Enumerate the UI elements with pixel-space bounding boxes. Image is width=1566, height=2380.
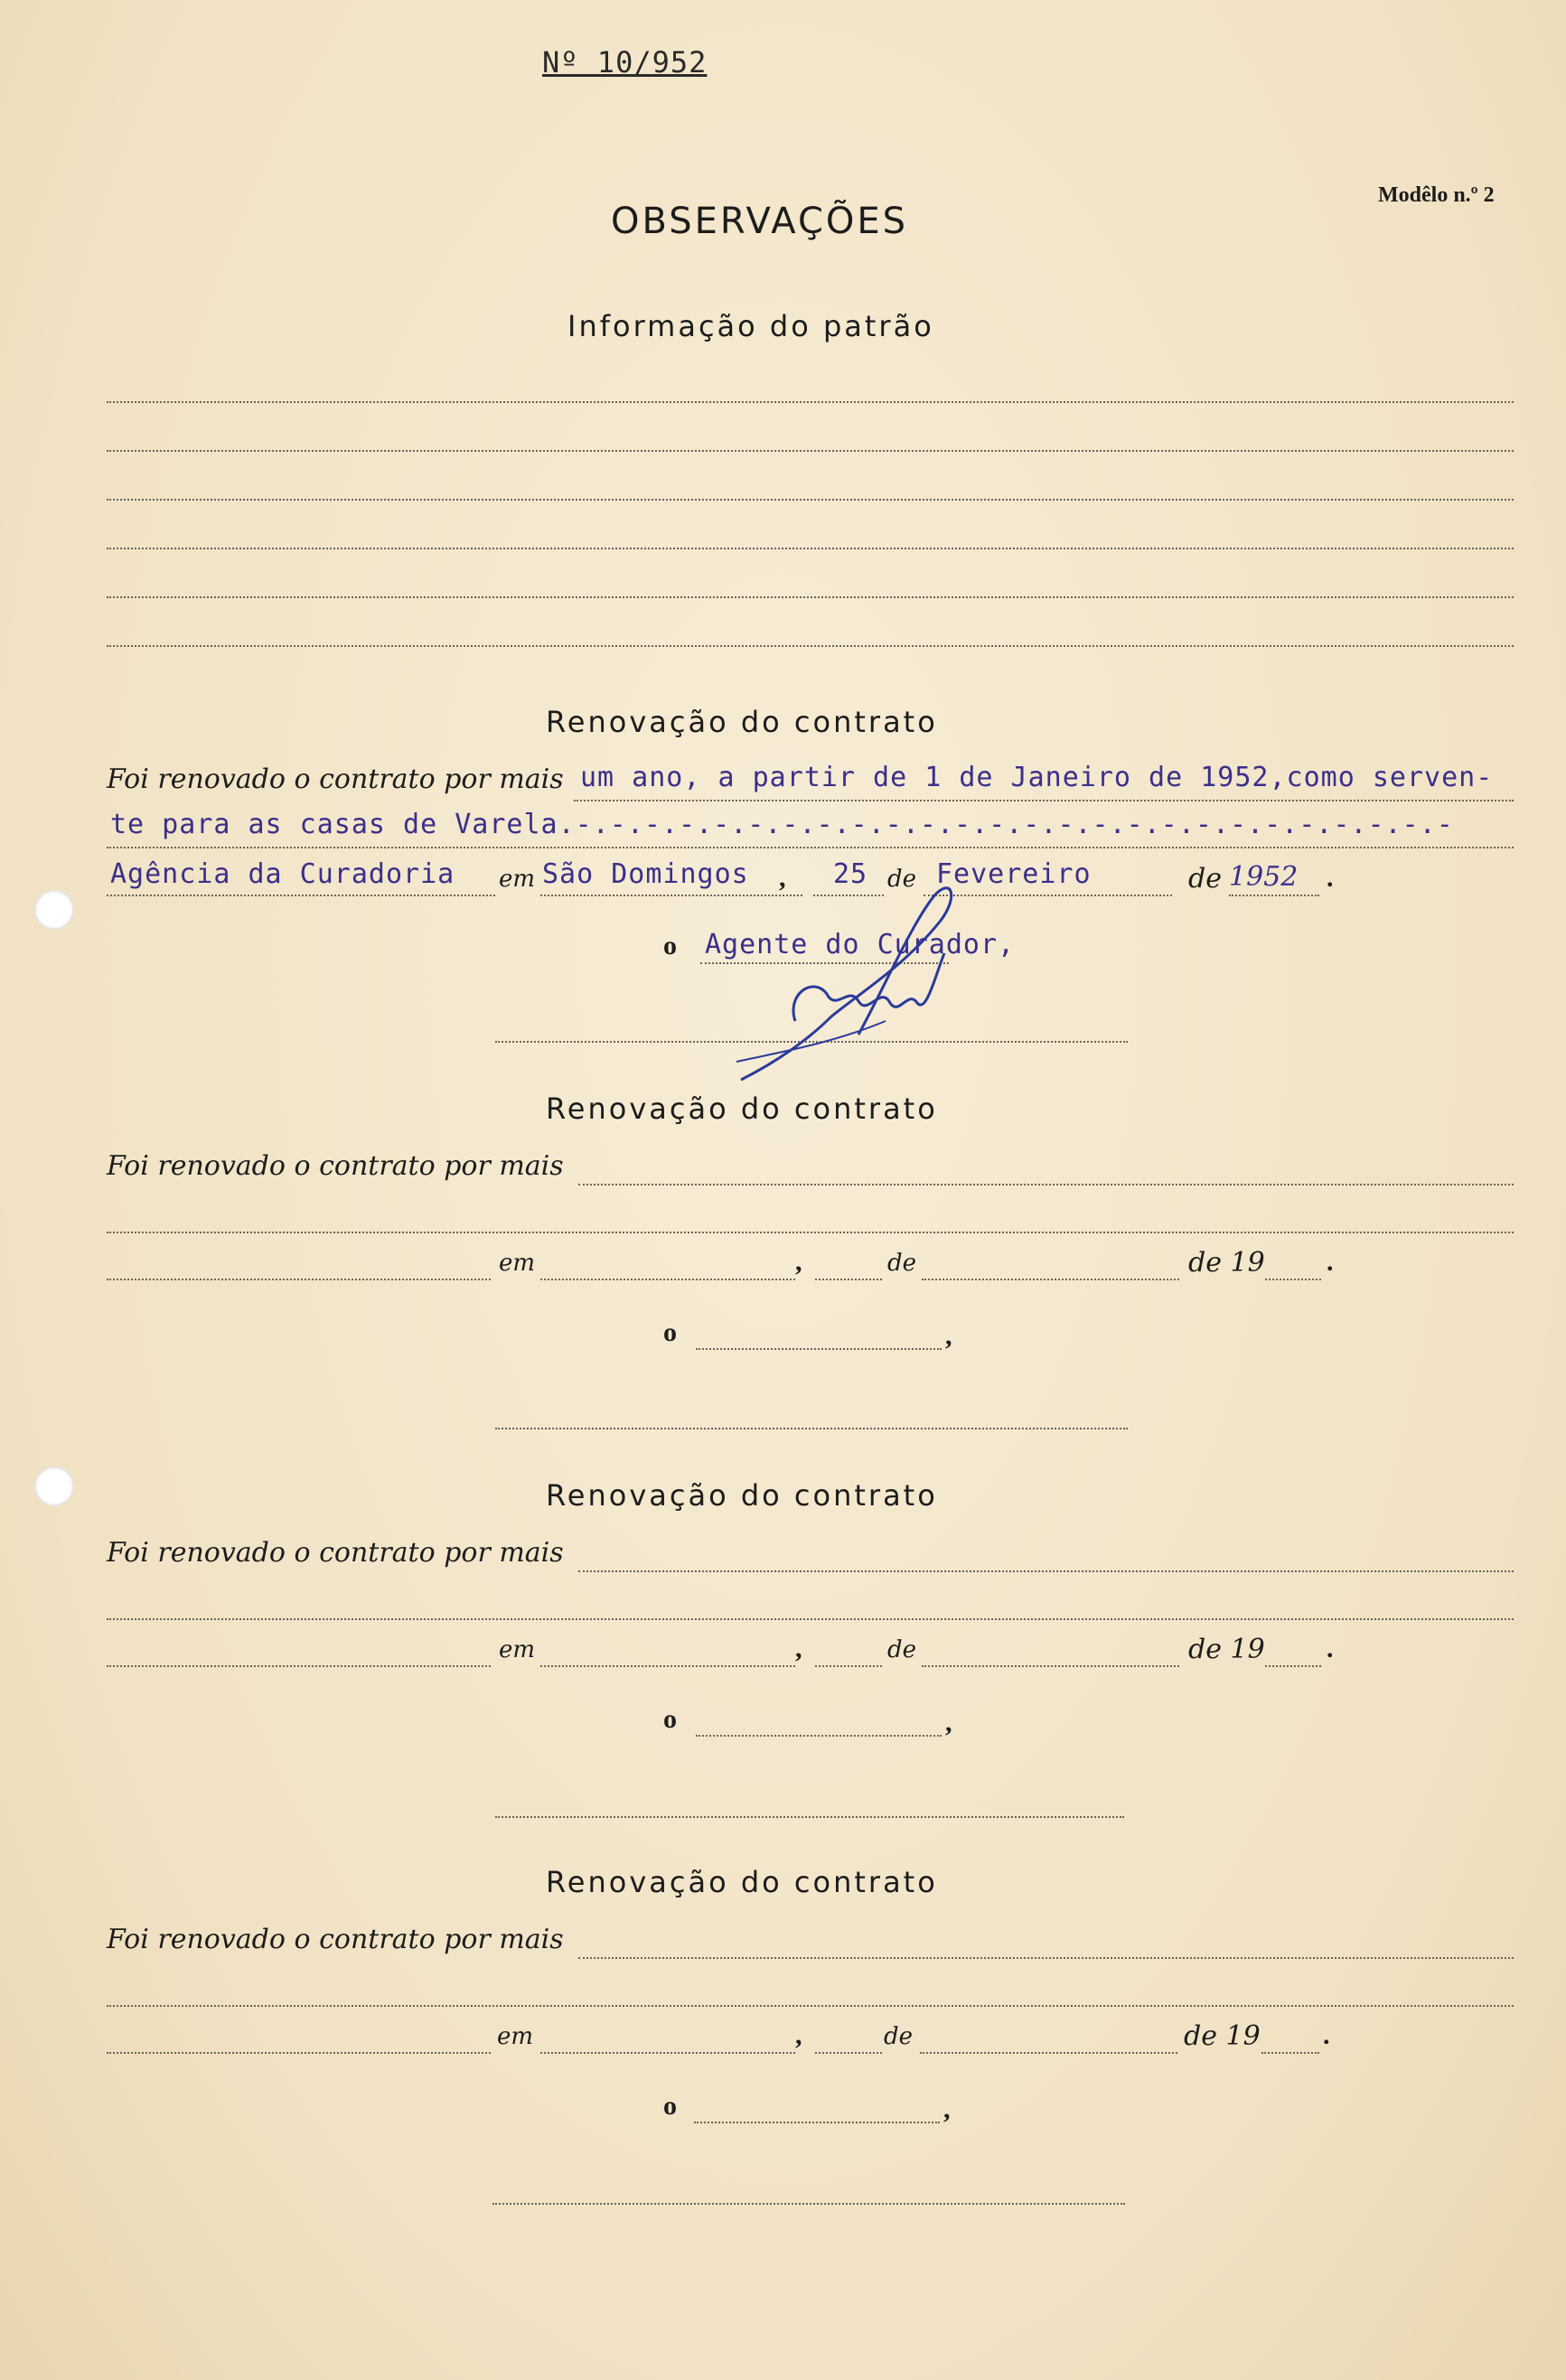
label-em: em: [499, 1250, 536, 1277]
signatory-line: [696, 1348, 942, 1350]
comma: ,: [779, 863, 786, 893]
label-em: em: [499, 1636, 536, 1663]
employer-info-line-4: [107, 548, 1514, 549]
label-de: de: [887, 1250, 917, 1277]
label-de: de: [884, 2023, 914, 2050]
employer-info-heading: Informação do patrão: [567, 309, 934, 343]
label-de: de: [887, 1636, 917, 1663]
place-line: [107, 1665, 491, 1667]
renewal-year: 1952: [1229, 861, 1299, 893]
label-de-year: de 19: [1184, 2020, 1261, 2052]
city-line: [540, 2052, 795, 2054]
model-label: Modêlo n.º 2: [1378, 183, 1495, 207]
document-number: Nº 10/952: [542, 45, 708, 80]
page-title: OBSERVAÇÕES: [611, 201, 909, 242]
renewal-line: [578, 1184, 1514, 1185]
renewal-typed-line-2: te para as casas de Varela.-.-.-.-.-.-.-.-.-.-.-.-.-.-.-.-.-.-.-.-.-.-.-.-.-.-: [110, 809, 1454, 840]
comma: ,: [795, 1247, 802, 1277]
label-de: de: [887, 866, 917, 893]
renewal-heading: Renovação do contrato: [546, 705, 938, 739]
renewal-prefix: Foi renovado o contrato por mais: [107, 1537, 564, 1569]
label-year-prefix: de: [1188, 863, 1222, 895]
day-line: [815, 1279, 882, 1280]
city-line: [540, 1279, 795, 1280]
signatory-line: [694, 2122, 940, 2123]
renewal-heading: Renovação do contrato: [546, 1865, 938, 1899]
city-line: [540, 1665, 795, 1667]
label-de-year: de 19: [1188, 1634, 1265, 1665]
signature-line: [495, 1816, 1124, 1818]
punch-hole-bottom: [34, 1466, 74, 1506]
renewal-line: [107, 1232, 1514, 1233]
employer-info-line-3: [107, 499, 1514, 501]
year-line: [1265, 1665, 1321, 1667]
year-line: [1265, 1279, 1321, 1280]
renewal-heading: Renovação do contrato: [546, 1092, 938, 1126]
month-line: [922, 1665, 1179, 1667]
label-em: em: [497, 2023, 534, 2050]
period: .: [1327, 1634, 1334, 1663]
renewal-typed-line-1: um ano, a partir de 1 de Janeiro de 1952,como serven-: [580, 762, 1494, 793]
month-line: [920, 2052, 1177, 2054]
renewal-place: Agência da Curadoria: [110, 858, 455, 890]
renewal-line: [107, 847, 1514, 848]
place-line: [107, 895, 495, 896]
renewal-line: [578, 1570, 1514, 1572]
renewal-prefix: Foi renovado o contrato por mais: [107, 1924, 564, 1955]
comma: ,: [943, 2094, 951, 2124]
renewal-line: [574, 800, 1514, 801]
period: .: [1327, 1247, 1334, 1277]
renewal-signatory: Agente do Curador,: [705, 929, 1016, 960]
renewal-line: [107, 2005, 1514, 2007]
comma: ,: [795, 2020, 802, 2050]
comma: ,: [945, 1321, 952, 1351]
label-o: o: [663, 1317, 677, 1347]
label-o: o: [663, 2091, 677, 2121]
place-line: [107, 2052, 491, 2054]
comma: ,: [945, 1708, 952, 1738]
label-o: o: [663, 931, 677, 960]
renewal-line: [107, 1618, 1514, 1620]
signature: [723, 867, 985, 1102]
renewal-prefix: Foi renovado o contrato por mais: [107, 1150, 564, 1182]
renewal-prefix: Foi renovado o contrato por mais: [107, 764, 564, 795]
renewal-day: 25: [833, 858, 868, 890]
punch-hole-top: [34, 890, 74, 930]
label-em: em: [499, 866, 536, 893]
employer-info-line-5: [107, 596, 1514, 598]
renewal-city: São Domingos: [542, 858, 749, 890]
year-line: [1261, 2052, 1319, 2054]
signature-line: [495, 1428, 1128, 1429]
renewal-heading: Renovação do contrato: [546, 1478, 938, 1513]
place-line: [107, 1279, 491, 1280]
label-o: o: [663, 1704, 677, 1734]
day-line: [815, 1665, 882, 1667]
signature-line: [492, 2203, 1125, 2205]
employer-info-line-1: [107, 401, 1514, 403]
day-line: [815, 2052, 882, 2054]
renewal-month: Fevereiro: [936, 858, 1092, 890]
period: .: [1327, 863, 1334, 893]
period: .: [1323, 2020, 1330, 2050]
year-line: [1229, 895, 1319, 896]
employer-info-line-6: [107, 645, 1514, 647]
label-de-year: de 19: [1188, 1247, 1265, 1279]
signatory-line: [696, 1735, 942, 1737]
employer-info-line-2: [107, 450, 1514, 452]
month-line: [922, 1279, 1179, 1280]
renewal-line: [578, 1957, 1514, 1959]
comma: ,: [795, 1634, 802, 1663]
